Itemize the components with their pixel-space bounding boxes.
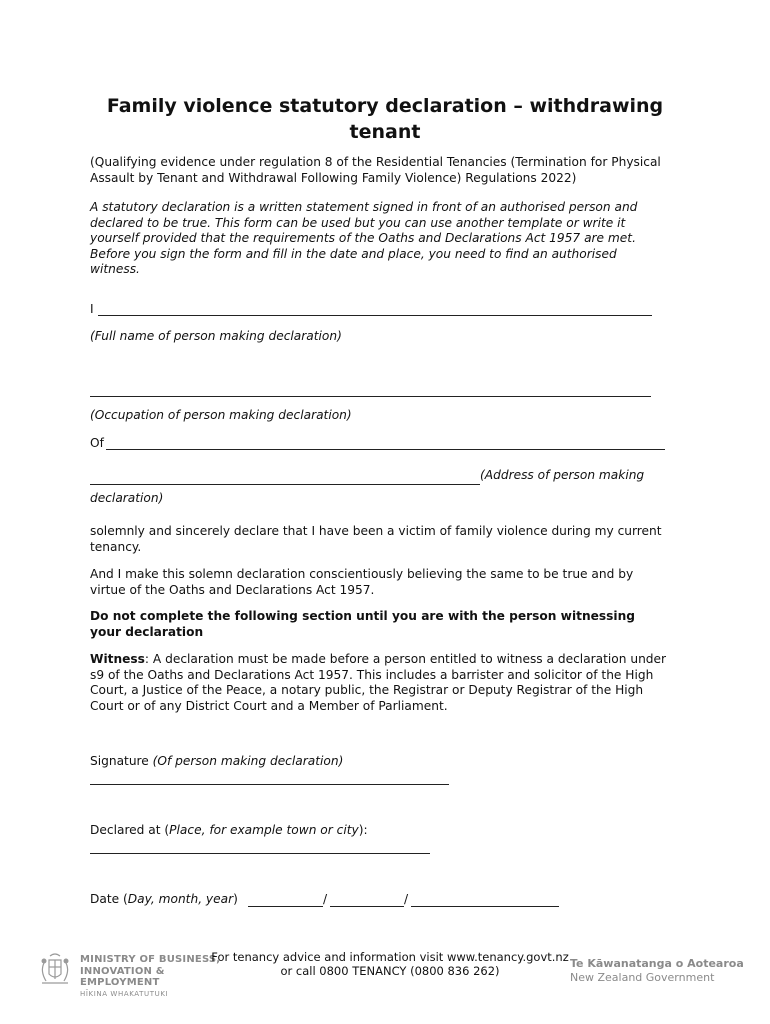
subtitle: (Qualifying evidence under regulation 8 of the Residential Tenancies (Termination for Physical Assault by Tenant and Withdrawal Following Family Violence) Regulations 2022) <box>90 155 661 185</box>
full-name-label <box>90 329 670 345</box>
gov-line-2: New Zealand Government <box>570 971 715 984</box>
witness-label: Witness <box>90 652 145 666</box>
mbie-line-3: HĪKINA WHAKATUTUKI <box>80 989 169 998</box>
i-label: I <box>90 302 94 316</box>
declared-at-prefix: Declared at ( <box>90 823 170 837</box>
occupation-line[interactable] <box>90 396 651 397</box>
date-separator-1: / <box>323 892 328 906</box>
date-year-line[interactable] <box>411 906 559 907</box>
date-label <box>90 892 250 908</box>
page-title: Family violence statutory declaration – withdrawing tenant <box>106 95 664 143</box>
nz-government-logo <box>570 957 750 985</box>
full-name-line[interactable] <box>98 315 652 316</box>
date-month-line[interactable] <box>330 906 404 907</box>
warning-text: Do not complete the following section until you are with the person witnessing your declaration <box>90 609 635 639</box>
mbie-line-1: MINISTRY OF BUSINESS, <box>80 954 221 965</box>
date-day-line[interactable] <box>248 906 323 907</box>
address-line-2[interactable] <box>90 484 480 485</box>
conscientious-text: And I make this solemn declaration conscientiously believing the same to be true and by virtue of the Oaths and Declarations Act 1957. <box>90 567 634 597</box>
intro-paragraph: A statutory declaration is a written statement signed in front of an authorised person and declared to be true. This form can be used but you can use another template or write it yourself provided that the requirements of the Oaths and Declarations Act 1957 are met. Before you sign the form and fill in the date and place, you need to find an authorised witness. <box>90 200 638 276</box>
declared-at-label <box>90 823 670 839</box>
signature-label <box>90 754 670 770</box>
date-prefix: Date ( <box>90 892 128 906</box>
witness-text: : A declaration must be made before a person entitled to witness a declaration under s9 of the Oaths and Declarations Act 1957. This includes a barrister and solicitor of the High Court, a Justice of the Peace, a notary public, the Registrar or Deputy Registrar of the High Court or of any District Court and a Member of Parliament. <box>90 652 667 713</box>
of-label: Of <box>90 436 104 450</box>
gov-line-1: Te Kāwanatanga o Aotearoa <box>570 957 744 970</box>
date-suffix: ) <box>233 892 238 906</box>
declaration-text: solemnly and sincerely declare that I have been a victim of family violence during my current tenancy. <box>90 524 662 554</box>
footer-line-2: or call 0800 TENANCY (0800 836 262) <box>280 964 500 978</box>
nz-coat-of-arms-icon <box>36 951 74 989</box>
date-hint: Day, month, year <box>127 892 234 906</box>
address-line-1[interactable] <box>106 449 665 450</box>
date-separator-2: / <box>404 892 409 906</box>
full-name-hint: (Full name of person making declaration) <box>90 329 342 343</box>
signature-line[interactable] <box>90 784 449 785</box>
witness-paragraph <box>90 652 670 714</box>
footer-contact <box>195 950 585 978</box>
declared-at-line[interactable] <box>90 853 430 854</box>
occupation-label: (Occupation of person making declaration) <box>90 408 352 422</box>
declared-at-suffix: ): <box>358 823 368 837</box>
declared-at-hint: Place, for example town or city <box>169 823 359 837</box>
signature-hint: (Of person making declaration) <box>152 754 344 768</box>
address-label: (Address of person making <box>480 468 645 482</box>
footer-line-1: For tenancy advice and information visit www.tenancy.govt.nz <box>211 950 569 964</box>
address-label-cont: declaration) <box>90 491 164 505</box>
mbie-line-2: INNOVATION & EMPLOYMENT <box>80 965 165 988</box>
signature-label-text: Signature <box>90 754 153 768</box>
